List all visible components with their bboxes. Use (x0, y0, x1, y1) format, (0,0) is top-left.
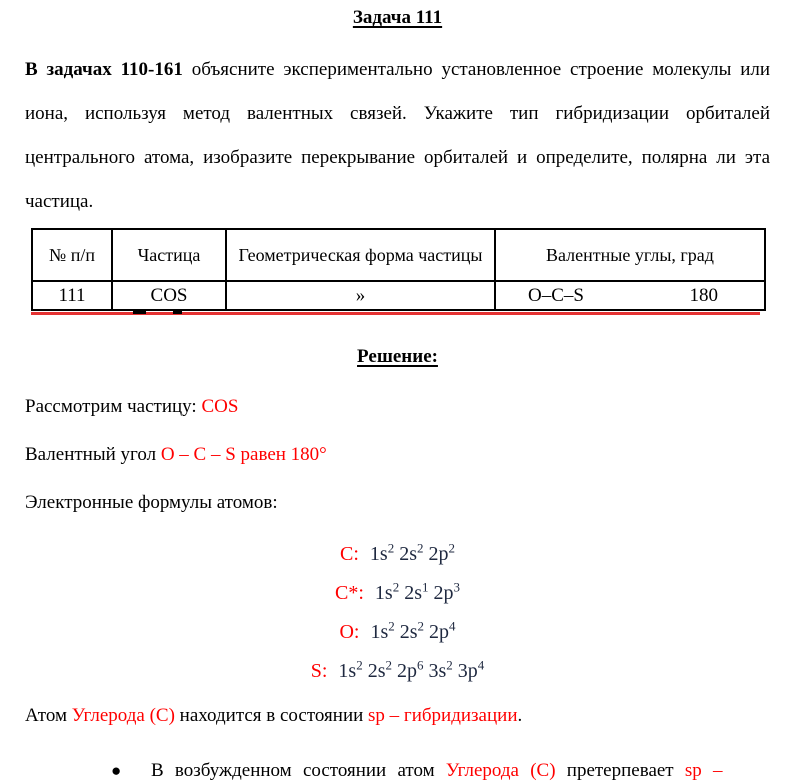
formula-value: $1s^2$ $2s^2$ $2p^6$ $3s^2$ $3p^4$ (338, 657, 485, 682)
consider-value: COS (201, 396, 239, 417)
task-description-text: объясните экспериментально установленное строение молекулы или иона, используя метод валентных связей. Укажите тип гибридизации орбиталей центрального атома, изобразите перекрывание орбиталей и определите, полярна ли эта частица. (25, 59, 771, 212)
electron-formulas-block (25, 541, 770, 684)
cell-shape: » (226, 281, 495, 310)
formula-label: S: (310, 660, 328, 682)
formula-label: O: (339, 621, 360, 643)
angle-label: Валентный угол (25, 444, 157, 465)
bullet-icon: ● (111, 761, 122, 780)
formula-value: $1s^2$ $2s^2$ $2p^2$ (369, 540, 455, 565)
cell-num: 111 (32, 281, 112, 310)
task-description (25, 48, 770, 224)
cell-angles (495, 281, 765, 310)
header-particle: Частица (112, 229, 226, 281)
hybrid-type: sp – гибридизации (368, 705, 518, 726)
task-range-bold: В задачах 110-161 (25, 59, 183, 80)
bullet-pre: В возбужденном состоянии атом (151, 760, 435, 781)
task-table (31, 228, 766, 311)
task-title: Задача 111 (352, 7, 443, 28)
formula-line-c (25, 541, 770, 567)
hybrid-period: . (517, 705, 523, 726)
header-shape: Геометрическая форма частицы (226, 229, 495, 281)
clipped-text-fragment (133, 310, 146, 314)
table-row (32, 281, 765, 310)
formula-line-s (25, 658, 770, 684)
hybridization-line (25, 704, 770, 728)
excited-state-bullet (25, 758, 770, 784)
valence-angle-line (25, 443, 770, 467)
document-page (0, 6, 794, 781)
formula-label: C: (340, 543, 359, 565)
cell-angle-degrees: 180 (689, 284, 718, 306)
cell-particle: COS (112, 281, 226, 310)
task-table-wrapper (31, 228, 760, 315)
table-header-row (32, 229, 765, 281)
solution-heading: Решение: (357, 346, 438, 367)
hybrid-mid: находится в состоянии (179, 705, 364, 726)
header-angles: Валентные углы, град (495, 229, 765, 281)
electron-formulas-title: Электронные формулы атомов: (25, 492, 278, 513)
formula-line-o (25, 619, 770, 645)
formula-line-c-excited (25, 580, 770, 606)
clipped-text-fragment (173, 310, 182, 314)
formula-label: C*: (335, 582, 364, 604)
bullet-hybrid: sp – (684, 760, 723, 781)
bullet-mid: претерпевает (566, 760, 674, 781)
consider-particle-line (25, 395, 770, 419)
hybrid-pre: Атом (25, 705, 67, 726)
consider-label: Рассмотрим частицу: (25, 396, 197, 417)
formula-value: $1s^2$ $2s^2$ $2p^4$ (370, 618, 456, 643)
hybrid-element: Углерода (C) (71, 705, 175, 726)
header-num: № п/п (32, 229, 112, 281)
formula-value: $1s^2$ $2s^1$ $2p^3$ (374, 579, 460, 604)
angle-value: O – C – S равен 180° (160, 444, 327, 465)
cell-angle-bond: O–C–S (528, 284, 584, 306)
bullet-element: Углерода (С) (445, 760, 556, 781)
